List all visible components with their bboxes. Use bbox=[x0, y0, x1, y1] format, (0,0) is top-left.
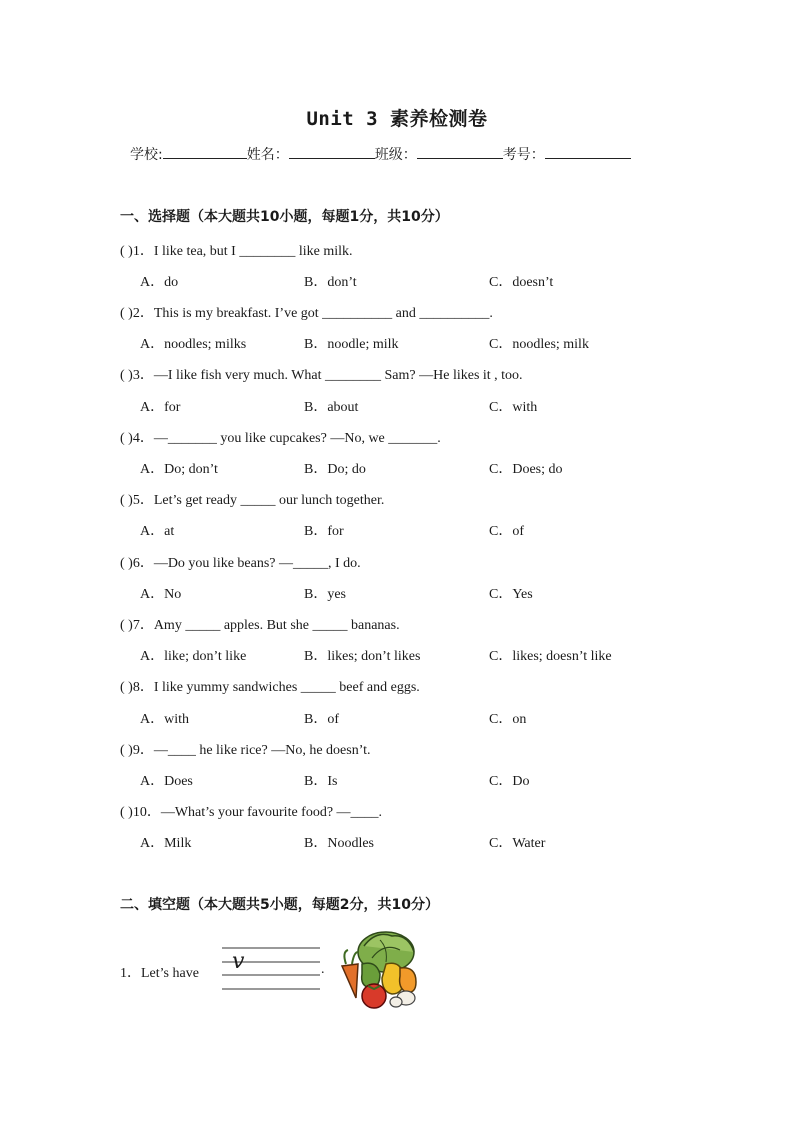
fill-question-1 bbox=[120, 962, 199, 982]
question-stem: ( )2．This is my breakfast. I’ve got __________ and __________. bbox=[120, 306, 493, 321]
option-b: B．of bbox=[304, 712, 339, 727]
number-blank bbox=[545, 144, 631, 159]
handwritten-letter: v bbox=[232, 949, 245, 974]
school-blank bbox=[163, 144, 247, 159]
option-c: C．Water bbox=[489, 836, 546, 851]
option-a: A．Milk bbox=[140, 836, 192, 851]
option-b: B．likes; don’t likes bbox=[304, 649, 421, 664]
name-label: 姓名： bbox=[246, 147, 289, 163]
name-blank bbox=[289, 144, 375, 159]
option-a: A．No bbox=[140, 587, 182, 602]
option-c: C．doesn’t bbox=[489, 275, 554, 290]
question-stem: ( )9．—____ he like rice? —No, he doesn’t. bbox=[120, 743, 371, 758]
option-b: B．for bbox=[304, 524, 344, 539]
section2-heading: 二、填空题（本大题共5小题，每题2分，共10分） bbox=[120, 897, 439, 913]
question-stem: ( )7．Amy _____ apples. But she _____ bananas. bbox=[120, 618, 400, 633]
option-a: A．with bbox=[140, 712, 189, 727]
number-label: 考号： bbox=[502, 147, 545, 163]
school-label: 学校: bbox=[130, 147, 163, 163]
student-info-line bbox=[130, 144, 631, 164]
fill-question-prefix: 1．Let’s have bbox=[120, 966, 199, 981]
option-a: A．at bbox=[140, 524, 175, 539]
fill-question-period: . bbox=[321, 962, 325, 977]
option-c: C．Does; do bbox=[489, 462, 563, 477]
question-stem: ( )5．Let’s get ready _____ our lunch together. bbox=[120, 493, 385, 508]
option-c: C．noodles; milk bbox=[489, 337, 589, 352]
section1-heading: 一、选择题（本大题共10小题，每题1分，共10分） bbox=[120, 209, 449, 225]
option-b: B．Noodles bbox=[304, 836, 374, 851]
option-a: A．like; don’t like bbox=[140, 649, 247, 664]
question-stem: ( )10．—What’s your favourite food? —____. bbox=[120, 805, 383, 820]
option-b: B．yes bbox=[304, 587, 346, 602]
question-stem: ( )6．—Do you like beans? —_____, I do. bbox=[120, 556, 361, 571]
question-stem: ( )1．I like tea, but I ________ like milk. bbox=[120, 244, 353, 259]
option-a: A．do bbox=[140, 275, 179, 290]
question-stem: ( )3．—I like fish very much. What ________ Sam? —He likes it , too. bbox=[120, 368, 523, 383]
option-b: B．don’t bbox=[304, 275, 357, 290]
option-c: C．likes; doesn’t like bbox=[489, 649, 612, 664]
option-a: A．noodles; milks bbox=[140, 337, 247, 352]
option-c: C．of bbox=[489, 524, 524, 539]
question-stem: ( )8．I like yummy sandwiches _____ beef and eggs. bbox=[120, 680, 420, 695]
option-c: C．with bbox=[489, 400, 538, 415]
option-c: C．Do bbox=[489, 774, 530, 789]
option-a: A．for bbox=[140, 400, 181, 415]
option-a: A．Do; don’t bbox=[140, 462, 218, 477]
option-b: B．about bbox=[304, 400, 359, 415]
option-b: B．noodle; milk bbox=[304, 337, 399, 352]
question-stem: ( )4．—_______ you like cupcakes? —No, we _______. bbox=[120, 431, 441, 446]
option-c: C．on bbox=[489, 712, 527, 727]
option-c: C．Yes bbox=[489, 587, 533, 602]
class-label: 班级： bbox=[374, 147, 417, 163]
vegetables-illustration-icon bbox=[336, 928, 420, 1010]
class-blank bbox=[417, 144, 503, 159]
option-a: A．Does bbox=[140, 774, 193, 789]
option-b: B．Is bbox=[304, 774, 338, 789]
option-b: B．Do; do bbox=[304, 462, 366, 477]
page-title: Unit 3 素养检测卷 bbox=[306, 108, 488, 130]
